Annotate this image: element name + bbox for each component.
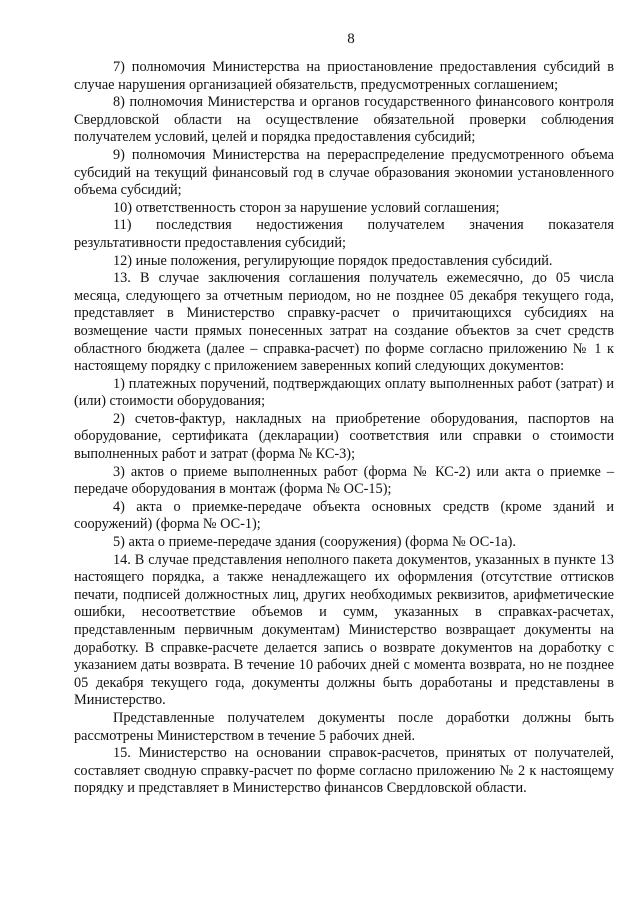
paragraph-item-9: 9) полномочия Министерства на перераспределение предусмотренного объема субсидий на текущий финансовый год в случае образования экономии установленного объема субсидий; <box>74 146 614 199</box>
paragraph-item-8: 8) полномочия Министерства и органов государственного финансового контроля Свердловской области на осуществление обязательной проверки соблюдения получателем условий, целей и порядка предоставления субсидий; <box>74 94 614 146</box>
paragraph-doc-5: 5) акта о приеме-передаче здания (сооружения) (форма № ОС-1а). <box>113 534 516 551</box>
page-number: 8 <box>347 31 355 47</box>
paragraph-item-7: 7) полномочия Министерства на приостановление предоставления субсидий в случае нарушения организацией обязательств, предусмотренных соглашением; <box>74 59 614 93</box>
paragraph-doc-4: 4) акта о приемке-передаче объекта основных средств (кроме зданий и сооружений) (форма № ОС-1); <box>74 498 614 533</box>
document-page <box>74 30 614 798</box>
paragraph-doc-1: 1) платежных поручений, подтверждающих оплату выполненных работ (затрат) и (или) стоимости оборудования; <box>74 375 614 410</box>
paragraph-clause-14: 14. В случае представления неполного пакета документов, указанных в пункте 13 настоящего порядка, а также ненадлежащего их оформления (отсутствие оттисков печати, подписей должностных лиц, других необходимых реквизитов, арифметические ошибки, несоответствие объемов и сумм, указанных в справках-расчетах, представленным первичным документам) Министерство возвращает документы на доработку. В справке-расчете делается запись о возврате документов на доработку с указанием даты возврата. В течение 10 рабочих дней с момента возврата, но не позднее 05 декабря текущего года, документы должны быть доработаны и представлены в Министерство. <box>74 551 614 709</box>
paragraph-clause-13: 13. В случае заключения соглашения получатель ежемесячно, до 05 числа месяца, следующего за отчетным периодом, но не позднее 05 декабря текущего года, представляет в Министерство справку-расчет о причитающихся субсидиях на возмещение части прямых понесенных затрат на создание объектов за счет средств областного бюджета (далее – справка-расчет) по форме согласно приложению № 1 к настоящему порядку с приложением заверенных копий следующих документов: <box>74 270 614 375</box>
paragraph-clause-15: 15. Министерство на основании справок-расчетов, принятых от получателей, составляет сводную справку-расчет по форме согласно приложению № 2 к настоящему порядку и представляет в Министерство финансов Свердловской области. <box>74 745 614 797</box>
paragraph-item-12: 12) иные положения, регулирующие порядок предоставления субсидий. <box>113 252 553 269</box>
paragraph-item-11: 11) последствия недостижения получателем значения показателя результативности предоставления субсидий; <box>74 217 614 251</box>
paragraph-doc-3: 3) актов о приеме выполненных работ (форма № КС-2) или акта о приемке – передаче оборудования в монтаж (форма № ОС-15); <box>74 463 614 498</box>
paragraph-doc-2: 2) счетов-фактур, накладных на приобретение оборудования, паспортов на оборудование, сертификата (декларации) соответствия или справки о стоимости выполненных работ и затрат (форма № КС-3); <box>74 410 614 463</box>
paragraph-item-10: 10) ответственность сторон за нарушение условий соглашения; <box>113 199 500 216</box>
paragraph-review-term: Представленные получателем документы после доработки должны быть рассмотрены Министерством в течение 5 рабочих дней. <box>74 709 614 744</box>
